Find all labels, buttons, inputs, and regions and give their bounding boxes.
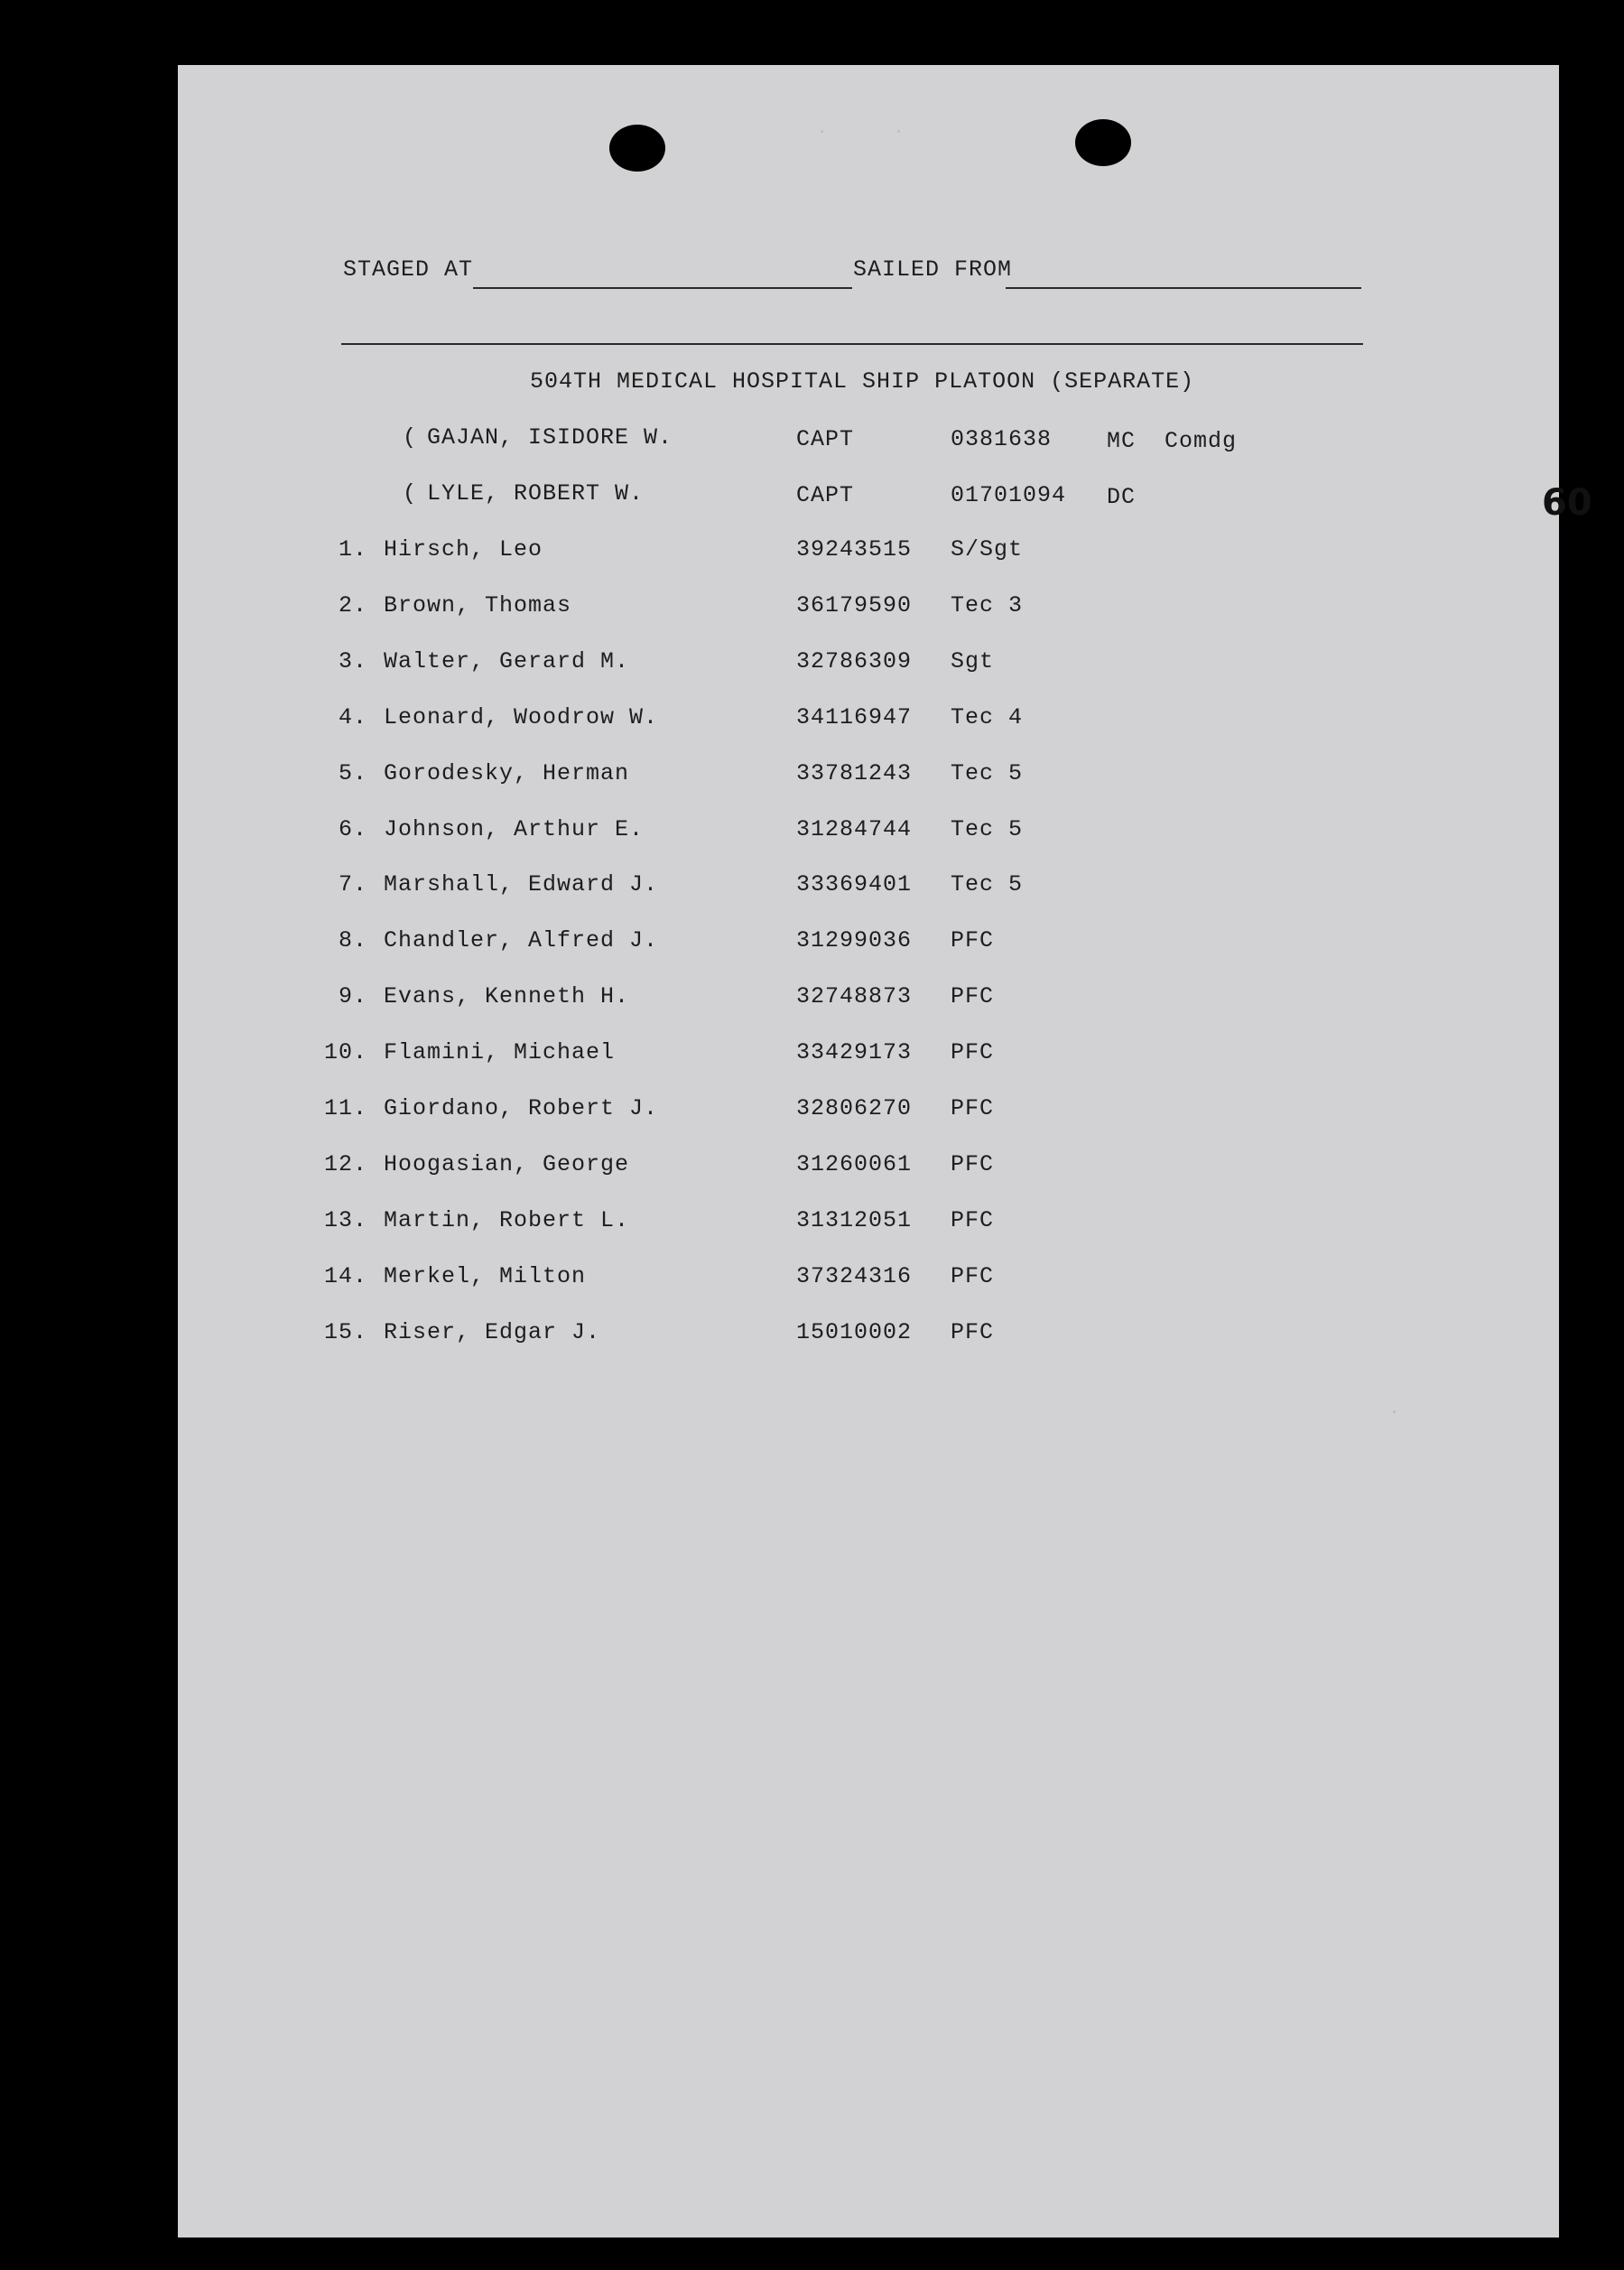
officer-serial: 01701094 <box>951 482 1067 508</box>
roster-rank: PFC <box>951 1207 995 1233</box>
speck <box>1393 1410 1396 1413</box>
roster-number: 15. <box>323 1319 367 1345</box>
roster-serial: 32786309 <box>796 648 913 674</box>
roster-number: 11. <box>323 1095 367 1121</box>
punch-hole-left <box>609 125 665 172</box>
speck <box>897 130 900 133</box>
roster-name: Martin, Robert L. <box>384 1207 630 1233</box>
roster-name: Riser, Edgar J. <box>384 1319 601 1345</box>
sailed-from-label: SAILED FROM <box>853 256 1013 283</box>
roster-rank: Tec 5 <box>951 871 1024 898</box>
document-title: 504TH MEDICAL HOSPITAL SHIP PLATOON (SEPARATE) <box>530 368 1195 395</box>
officer-branch: MC <box>1107 428 1137 454</box>
roster-serial: 31312051 <box>796 1207 913 1233</box>
roster-serial: 34116947 <box>796 704 913 730</box>
roster-number: 9. <box>338 983 367 1009</box>
officer-bracket: ( <box>403 424 418 451</box>
roster-name: Johnson, Arthur E. <box>384 816 645 842</box>
roster-number: 4. <box>338 704 367 730</box>
roster-rank: PFC <box>951 1151 995 1177</box>
roster-number: 5. <box>338 760 367 786</box>
roster-name: Chandler, Alfred J. <box>384 927 659 954</box>
roster-rank: Tec 4 <box>951 704 1024 730</box>
roster-name: Flamini, Michael <box>384 1039 616 1065</box>
roster-serial: 33369401 <box>796 871 913 898</box>
roster-number: 14. <box>323 1263 367 1289</box>
officer-name: GAJAN, ISIDORE W. <box>427 424 673 451</box>
roster-name: Hirsch, Leo <box>384 536 543 563</box>
roster-serial: 33781243 <box>796 760 913 786</box>
roster-name: Hoogasian, George <box>384 1151 630 1177</box>
roster-serial: 33429173 <box>796 1039 913 1065</box>
roster-number: 12. <box>323 1151 367 1177</box>
roster-number: 1. <box>338 536 367 563</box>
roster-rank: Tec 3 <box>951 592 1024 619</box>
paper-sheet <box>178 65 1592 2237</box>
header-divider <box>341 343 1363 345</box>
officer-branch: DC <box>1107 484 1137 510</box>
roster-name: Merkel, Milton <box>384 1263 587 1289</box>
page-number: 60 <box>1542 482 1592 524</box>
roster-number: 13. <box>323 1207 367 1233</box>
roster-rank: S/Sgt <box>951 536 1024 563</box>
roster-name: Gorodesky, Herman <box>384 760 630 786</box>
roster-serial: 39243515 <box>796 536 913 563</box>
roster-serial: 31284744 <box>796 816 913 842</box>
staged-at-line <box>473 287 852 289</box>
roster-number: 8. <box>338 927 367 954</box>
punch-hole-right <box>1075 119 1131 166</box>
roster-name: Evans, Kenneth H. <box>384 983 630 1009</box>
officer-rank: CAPT <box>796 426 855 452</box>
roster-rank: PFC <box>951 927 995 954</box>
roster-name: Leonard, Woodrow W. <box>384 704 659 730</box>
officer-name: LYLE, ROBERT W. <box>427 480 645 507</box>
roster-name: Giordano, Robert J. <box>384 1095 659 1121</box>
roster-rank: PFC <box>951 1263 995 1289</box>
speck <box>821 130 823 133</box>
roster-serial: 36179590 <box>796 592 913 619</box>
roster-serial: 37324316 <box>796 1263 913 1289</box>
roster-rank: PFC <box>951 983 995 1009</box>
roster-rank: PFC <box>951 1095 995 1121</box>
roster-rank: Sgt <box>951 648 995 674</box>
officer-note: Comdg <box>1165 428 1238 454</box>
roster-serial: 32748873 <box>796 983 913 1009</box>
roster-serial: 31299036 <box>796 927 913 954</box>
officer-serial: 0381638 <box>951 426 1053 452</box>
sailed-from-line <box>1006 287 1361 289</box>
roster-number: 2. <box>338 592 367 619</box>
roster-rank: Tec 5 <box>951 816 1024 842</box>
roster-rank: Tec 5 <box>951 760 1024 786</box>
roster-rank: PFC <box>951 1319 995 1345</box>
roster-name: Brown, Thomas <box>384 592 572 619</box>
roster-serial: 32806270 <box>796 1095 913 1121</box>
staged-at-label: STAGED AT <box>343 256 474 283</box>
officer-rank: CAPT <box>796 482 855 508</box>
roster-serial: 15010002 <box>796 1319 913 1345</box>
roster-number: 6. <box>338 816 367 842</box>
roster-number: 3. <box>338 648 367 674</box>
roster-name: Marshall, Edward J. <box>384 871 659 898</box>
roster-number: 7. <box>338 871 367 898</box>
roster-name: Walter, Gerard M. <box>384 648 630 674</box>
roster-serial: 31260061 <box>796 1151 913 1177</box>
officer-bracket: ( <box>403 480 418 507</box>
roster-number: 10. <box>323 1039 367 1065</box>
roster-rank: PFC <box>951 1039 995 1065</box>
